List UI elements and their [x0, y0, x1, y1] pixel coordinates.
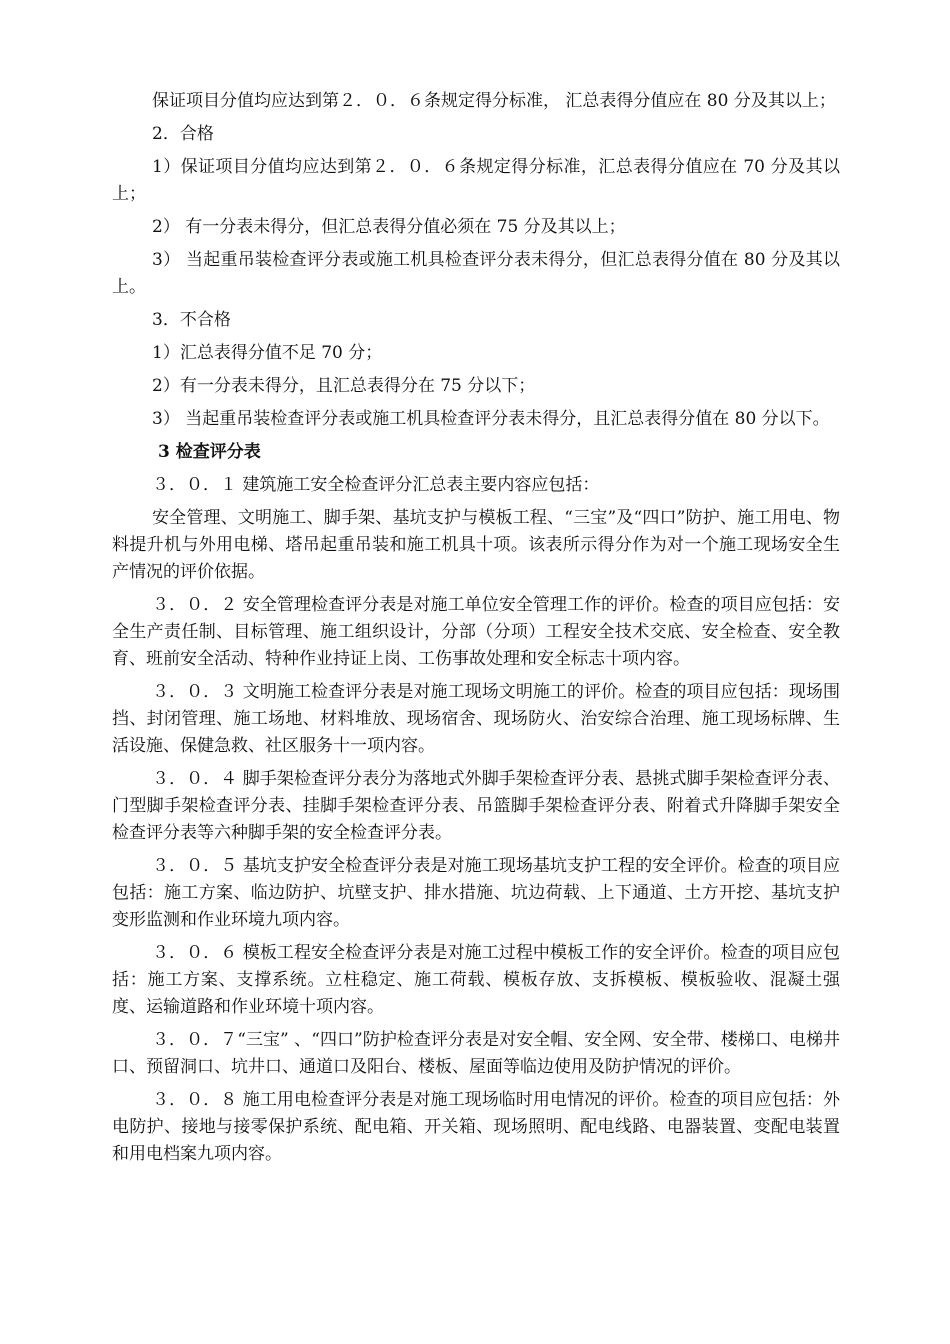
clause-3-0-8: ３．０．８ 施工用电检查评分表是对施工现场临时用电情况的评价。检查的项目应包括：外电防护、接地与接零保护系统、配电箱、开关箱、现场照明、配电线路、电器装置、变配电装置和用电档案九项内容。: [112, 1090, 840, 1164]
paragraph: 1）保证项目分值均应达到第２．０．６条规定得分标准，汇总表得分值应在 70 分及其以上；: [112, 157, 840, 204]
clause-3-0-6: ３．０．６ 模板工程安全检查评分表是对施工过程中模板工作的安全评价。检查的项目应包括：施工方案、支撑系统。立柱稳定、施工荷载、模板存放、支拆模板、模板验收、混凝土强度、运输道路和作业环境十项内容。: [112, 943, 840, 1017]
clause-3-0-1: ３．０．１ 建筑施工安全检查评分汇总表主要内容应包括：: [152, 475, 600, 495]
document-page: [112, 88, 840, 1174]
clause-3-0-4: ３．０．４ 脚手架检查评分表分为落地式外脚手架检查评分表、悬挑式脚手架检查评分表、门型脚手架检查评分表、挂脚手架检查评分表、吊篮脚手架检查评分表、附着式升降脚手架安全检查评分表等六种脚手架的安全检查评分表。: [112, 769, 840, 843]
paragraph: 1）汇总表得分值不足 70 分；: [152, 343, 383, 363]
paragraph: 3） 当起重吊装检查评分表或施工机具检查评分表未得分，但汇总表得分值在 80 分及其以上。: [112, 250, 840, 297]
clause-3-0-2: ３．０．２ 安全管理检查评分表是对施工单位安全管理工作的评价。检查的项目应包括：安全生产责任制、目标管理、施工组织设计，分部（分项）工程安全技术交底、安全检查、安全教育、班前安全活动、特种作业持证上岗、工伤事故处理和安全标志十项内容。: [112, 595, 840, 669]
clause-3-0-3: ３．０．３ 文明施工检查评分表是对施工现场文明施工的评价。检查的项目应包括：现场围挡、封闭管理、施工场地、材料堆放、现场宿舍、现场防火、治安综合治理、施工现场标牌、生活设施、保健急救、社区服务十一项内容。: [112, 682, 840, 756]
clause-3-0-7: ３．０．７“三宝” 、“四口”防护检查评分表是对安全帽、安全网、安全带、楼梯口、电梯井口、预留洞口、坑井口、通道口及阳台、楼板、屋面等临边使用及防护情况的评价。: [112, 1030, 840, 1077]
section-heading-unqualified: 3．不合格: [152, 310, 231, 330]
chapter-heading: [112, 439, 840, 466]
chapter-heading-text: 3 检查评分表: [158, 442, 261, 462]
clause-3-0-5: ３．０．５ 基坑支护安全检查评分表是对施工现场基坑支护工程的安全评价。检查的项目应包括：施工方案、临边防护、坑壁支护、排水措施、坑边荷载、上下通道、土方开挖、基坑支护变形监测和作业环境九项内容。: [112, 856, 840, 930]
paragraph: 安全管理、文明施工、脚手架、基坑支护与模板工程、“三宝”及“四口”防护、施工用电、物料提升机与外用电梯、塔吊起重吊装和施工机具十项。该表所示得分作为对一个施工现场安全生产情况的评价依据。: [112, 508, 840, 582]
paragraph: 2）有一分表未得分，且汇总表得分在 75 分以下；: [152, 376, 536, 396]
paragraph: 2） 有一分表未得分，但汇总表得分值必须在 75 分及其以上；: [152, 217, 626, 237]
paragraph: 3） 当起重吊装检查评分表或施工机具检查评分表未得分，且汇总表得分值在 80 分以下。: [152, 409, 830, 429]
section-heading-qualified: 2．合格: [152, 124, 214, 144]
paragraph: 保证项目分值均应达到第２．０．６条规定得分标准， 汇总表得分值应在 80 分及其以上；: [152, 91, 836, 111]
